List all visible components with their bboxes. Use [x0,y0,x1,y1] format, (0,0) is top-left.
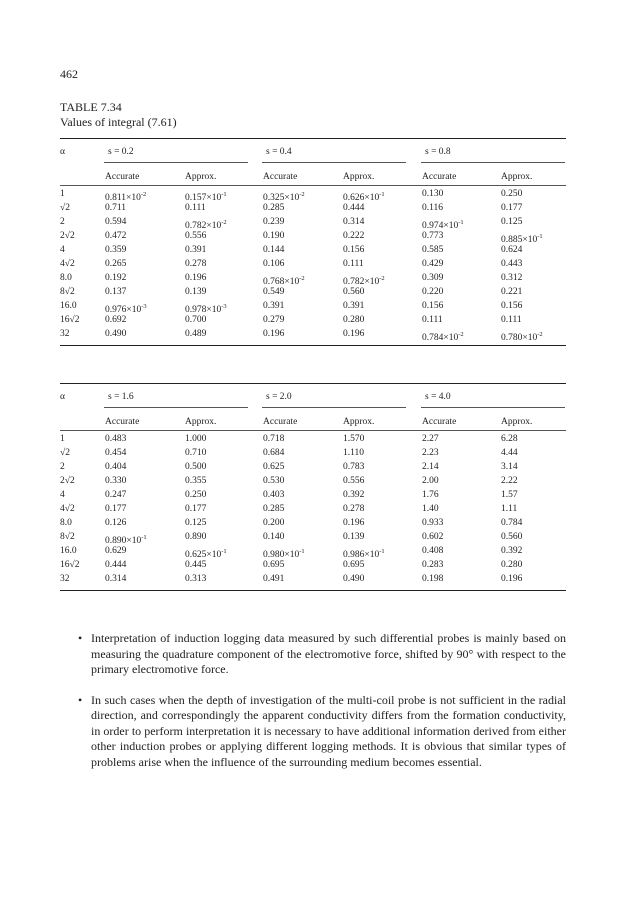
table-cell: 0.711 [105,203,127,213]
table-cell: 1.110 [343,448,365,458]
page-number: 462 [60,67,78,81]
table-cell: $0.625\times 10^{-1}$ [185,548,227,560]
table-cell: 0.239 [263,217,285,227]
table-label: TABLE 7.34 [60,100,122,114]
column-header: Accurate [263,172,298,182]
table-cell: $0.784\times 10^{-2}$ [422,331,464,343]
table-cell: 0.391 [185,245,207,255]
table-cell: 0.783 [343,462,365,472]
column-header: Accurate [105,417,140,427]
group-header: s = 4.0 [425,392,451,402]
table-cell: 0.314 [343,217,365,227]
table-cell: 0.490 [343,574,365,584]
table-cell: 0.684 [263,448,285,458]
table-cell: $0.782\times 10^{-2}$ [185,219,227,231]
table-cell: 0.355 [185,476,207,486]
table-cell: $0.325\times 10^{-2}$ [263,191,305,203]
table-cell: 4.44 [501,448,518,458]
table-cell: $0.885\times 10^{-1}$ [501,233,543,245]
group-header: s = 0.2 [108,147,134,157]
table-cell: 0.278 [185,259,207,269]
table-cell: 0.444 [105,560,127,570]
alpha-cell: 2 [60,462,65,472]
table-cell: 0.560 [343,287,365,297]
table-cell: 0.784 [501,518,523,528]
table-cell: 0.500 [185,462,207,472]
table-cell: $0.978\times 10^{-3}$ [185,303,227,315]
table-cell: 0.403 [263,490,285,500]
table-cell: 0.695 [343,560,365,570]
table-cell: 0.279 [263,315,285,325]
table-cell: 0.556 [343,476,365,486]
table-cell: 0.472 [105,231,127,241]
table-cell: 0.250 [185,490,207,500]
table-cell: 0.222 [343,231,365,241]
table-cell: 2.00 [422,476,439,486]
table-caption [60,100,177,130]
column-header: Accurate [422,417,457,427]
table-cell: $0.626\times 10^{-1}$ [343,191,385,203]
group-rule [262,162,406,163]
table-cell: 0.196 [501,574,523,584]
table-cell: 0.247 [105,490,127,500]
alpha-header: α [60,392,65,402]
column-header: Approx. [343,172,375,182]
table-cell: $0.890\times 10^{-1}$ [105,534,147,546]
top-rule [60,383,566,384]
table-cell: 1.000 [185,434,207,444]
table-cell: 0.556 [185,231,207,241]
table-cell: 0.139 [343,532,365,542]
bottom-rule [60,345,566,346]
table-cell: 6.28 [501,434,518,444]
group-header: s = 2.0 [266,392,292,402]
table-cell: 0.490 [105,329,127,339]
table-cell: 0.629 [105,546,127,556]
table-cell: 1.76 [422,490,439,500]
table-cell: 2.27 [422,434,439,444]
table-cell: 0.392 [343,490,365,500]
table-cell: 0.718 [263,434,285,444]
table-cell: 1.570 [343,434,365,444]
table-cell: $0.780\times 10^{-2}$ [501,331,543,343]
table-cell: 0.443 [501,259,523,269]
table-cell: 0.933 [422,518,444,528]
alpha-cell: 8√2 [60,287,75,297]
table-cell: 0.177 [501,203,523,213]
group-header: s = 1.6 [108,392,134,402]
alpha-cell: 16.0 [60,546,77,556]
table-cell: $0.768\times 10^{-2}$ [263,275,305,287]
table-cell: 0.692 [105,315,127,325]
table-cell: 0.144 [263,245,285,255]
group-rule [104,407,248,408]
table-cell: 0.454 [105,448,127,458]
table-cell: 0.111 [185,203,206,213]
table-cell: 0.695 [263,560,285,570]
group-rule [421,407,565,408]
table-cell: 0.177 [105,504,127,514]
alpha-cell: 4√2 [60,259,75,269]
table-cell: 0.280 [501,560,523,570]
table-cell: 0.125 [501,217,523,227]
table-cell: 0.196 [263,329,285,339]
table-cell: $0.976\times 10^{-3}$ [105,303,147,315]
table-cell: 1.40 [422,504,439,514]
column-header: Approx. [185,417,217,427]
table-cell: 0.359 [105,245,127,255]
table-cell: 0.265 [105,259,127,269]
table-cell: 0.192 [105,273,127,283]
table-cell: 0.429 [422,259,444,269]
alpha-cell: 4√2 [60,504,75,514]
table-cell: 0.111 [343,259,364,269]
table-cell: 0.391 [263,301,285,311]
table-cell: 0.250 [501,189,523,199]
table-cell: 3.14 [501,462,518,472]
bottom-rule [60,590,566,591]
table-cell: 0.700 [185,315,207,325]
bullet-list [78,631,566,785]
table-cell: 0.280 [343,315,365,325]
table-cell: 0.330 [105,476,127,486]
alpha-cell: 2 [60,217,65,227]
table-cell: 0.309 [422,273,444,283]
table-cell: 0.408 [422,546,444,556]
alpha-cell: √2 [60,448,70,458]
table-cell: 0.391 [343,301,365,311]
table-cell: 0.445 [185,560,207,570]
column-header: Approx. [501,172,533,182]
column-header: Accurate [422,172,457,182]
table-cell: 0.585 [422,245,444,255]
alpha-cell: 8.0 [60,273,72,283]
alpha-cell: 2√2 [60,476,75,486]
table-cell: 0.283 [422,560,444,570]
alpha-cell: 4 [60,490,65,500]
table-cell: 0.198 [422,574,444,584]
table-cell: 0.625 [263,462,285,472]
table-cell: 2.23 [422,448,439,458]
bullet-text: In such cases when the depth of investigation of the multi-coil probe is not sufficient in the radial direction, and correspondingly the apparent conductivity differs from the formation conductivity, in order to perform interpretation it is necessary to have additional information derived from either other induction probes or applying different logging methods. It is obvious that similar types of problems arise when the influence of the surrounding medium becomes essential. [91,692,566,769]
table-cell: 0.312 [501,273,523,283]
column-header: Approx. [501,417,533,427]
table-cell: 0.624 [501,245,523,255]
table-cell: 0.126 [105,518,127,528]
table-cell: 0.314 [105,574,127,584]
column-header: Approx. [185,172,217,182]
table-cell: 0.890 [185,532,207,542]
table-cell: 0.710 [185,448,207,458]
table-cell: 0.285 [263,504,285,514]
header-rule [60,185,566,186]
table-cell: 0.111 [501,315,522,325]
table-cell: 0.196 [185,273,207,283]
table-cell: $0.811\times 10^{-2}$ [105,191,147,203]
table-cell: 0.313 [185,574,207,584]
alpha-cell: √2 [60,203,70,213]
table-cell: 2.14 [422,462,439,472]
bullet-item [78,631,566,678]
group-rule [104,162,248,163]
column-header: Approx. [343,417,375,427]
table-cell: 0.137 [105,287,127,297]
table-cell: $0.157\times 10^{-1}$ [185,191,227,203]
header-rule [60,430,566,431]
table-cell: 0.125 [185,518,207,528]
group-header: s = 0.4 [266,147,292,157]
table-cell: 1.57 [501,490,518,500]
group-header: s = 0.8 [425,147,451,157]
table-cell: 0.530 [263,476,285,486]
table-cell: 0.221 [501,287,523,297]
alpha-header: α [60,147,65,157]
table-cell: 0.602 [422,532,444,542]
table-cell: 0.156 [422,301,444,311]
alpha-cell: 4 [60,245,65,255]
table-cell: 0.116 [422,203,444,213]
table-cell: 0.285 [263,203,285,213]
table-cell: 0.594 [105,217,127,227]
table-cell: 0.140 [263,532,285,542]
alpha-cell: 16√2 [60,560,80,570]
bullet-text: Interpretation of induction logging data measured by such differential probes is mainly based on measuring the quadrature component of the electromotive force, shifted by 90° with respect to the primary electromotive force. [91,631,566,676]
alpha-cell: 16.0 [60,301,77,311]
column-header: Accurate [263,417,298,427]
alpha-cell: 8√2 [60,532,75,542]
table-cell: 2.22 [501,476,518,486]
alpha-cell: 16√2 [60,315,80,325]
table-cell: 0.111 [422,315,443,325]
alpha-cell: 1 [60,189,65,199]
table-cell: 0.220 [422,287,444,297]
alpha-cell: 2√2 [60,231,75,241]
table-title: Values of integral (7.61) [60,115,177,129]
table-cell: 0.156 [343,245,365,255]
table-cell: 0.196 [343,329,365,339]
column-header: Accurate [105,172,140,182]
group-rule [421,162,565,163]
alpha-cell: 32 [60,329,70,339]
table-cell: 0.773 [422,231,444,241]
group-rule [262,407,406,408]
table-cell: 0.156 [501,301,523,311]
table-cell: 0.560 [501,532,523,542]
top-rule [60,138,566,139]
table-cell: $0.974\times 10^{-1}$ [422,219,464,231]
table-cell: 0.130 [422,189,444,199]
alpha-cell: 8.0 [60,518,72,528]
table-cell: 0.491 [263,574,285,584]
table-cell: 0.190 [263,231,285,241]
bullet-item [78,693,566,771]
alpha-cell: 1 [60,434,65,444]
table-cell: 0.483 [105,434,127,444]
table-cell: 0.177 [185,504,207,514]
table-cell: 1.11 [501,504,518,514]
table-cell: 0.196 [343,518,365,528]
table-cell: 0.139 [185,287,207,297]
bullet-dot-icon: • [78,631,83,645]
bullet-dot-icon: • [78,692,83,707]
table-cell: $0.782\times 10^{-2}$ [343,275,385,287]
table-cell: $0.986\times 10^{-1}$ [343,548,385,560]
table-cell: $0.980\times 10^{-1}$ [263,548,305,560]
table-cell: 0.106 [263,259,285,269]
table-cell: 0.392 [501,546,523,556]
table-cell: 0.278 [343,504,365,514]
table-cell: 0.200 [263,518,285,528]
table-cell: 0.444 [343,203,365,213]
table-cell: 0.404 [105,462,127,472]
alpha-cell: 32 [60,574,70,584]
table-cell: 0.549 [263,287,285,297]
table-cell: 0.489 [185,329,207,339]
